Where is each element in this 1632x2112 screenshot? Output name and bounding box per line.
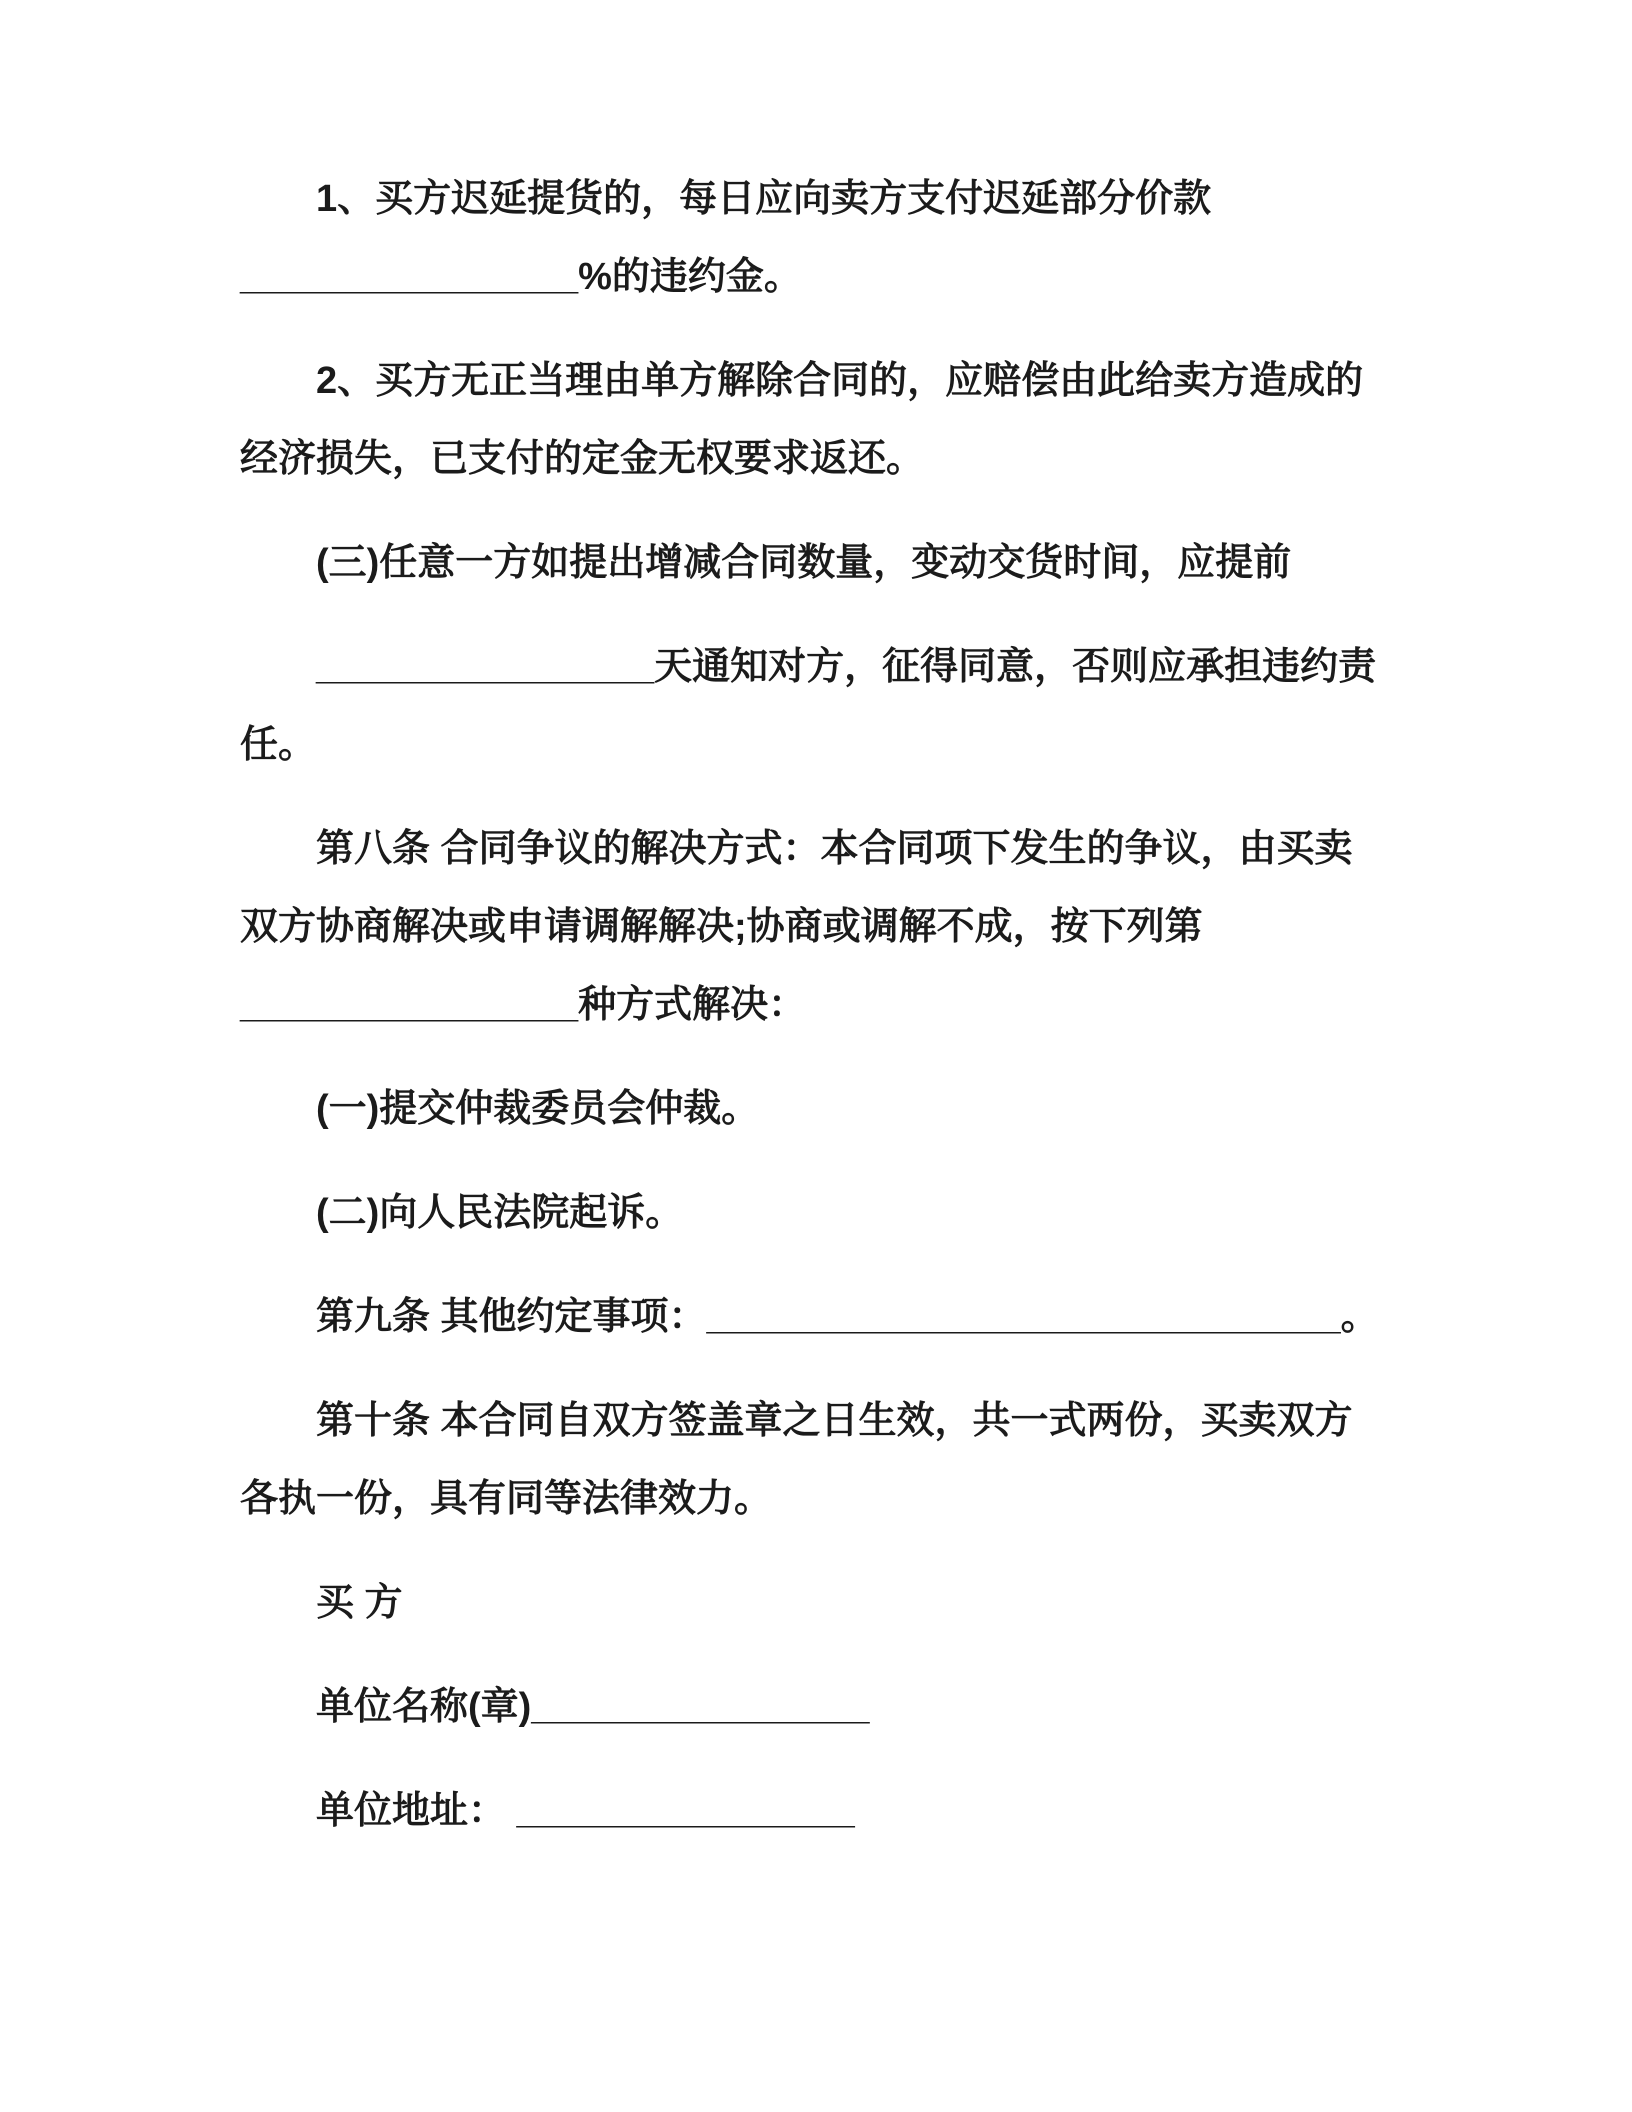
article-9-other-matters: 第九条 其他约定事项：______________________________。 [316,1296,1379,1338]
clause-buyer-unilateral-termination: 2、买方无正当理由单方解除合同的，应赔偿由此给卖方造成的经济损失，已支付的定金无权要求返还。 [240,360,1364,480]
dispute-option-arbitration: (一)提交仲裁委员会仲裁。 [316,1088,760,1130]
contract-body [240,160,1384,1850]
clause-quantity-change-notice: ________________天通知对方，征得同意，否则应承担违约责任。 [240,646,1377,766]
article-10-effectiveness: 第十条 本合同自双方签盖章之日生效，共一式两份，买卖双方各执一份，具有同等法律效力。 [240,1400,1353,1520]
buyer-unit-address-line: 单位地址： ________________ [316,1790,855,1832]
buyer-section-label: 买 方 [316,1582,403,1624]
clause-late-pickup-penalty: 1、买方迟延提货的，每日应向卖方支付迟延部分价款________________%的违约金。 [240,178,1212,298]
article-8-dispute-resolution: 第八条 合同争议的解决方式：本合同项下发生的争议，由买卖双方协商解决或申请调解解决;协商或调解不成，按下列第________________种方式解决： [240,828,1353,1026]
clause-quantity-change-intro: (三)任意一方如提出增减合同数量，变动交货时间，应提前 [316,542,1292,584]
buyer-unit-name-line: 单位名称(章)________________ [316,1686,870,1728]
dispute-option-court: (二)向人民法院起诉。 [316,1192,684,1234]
